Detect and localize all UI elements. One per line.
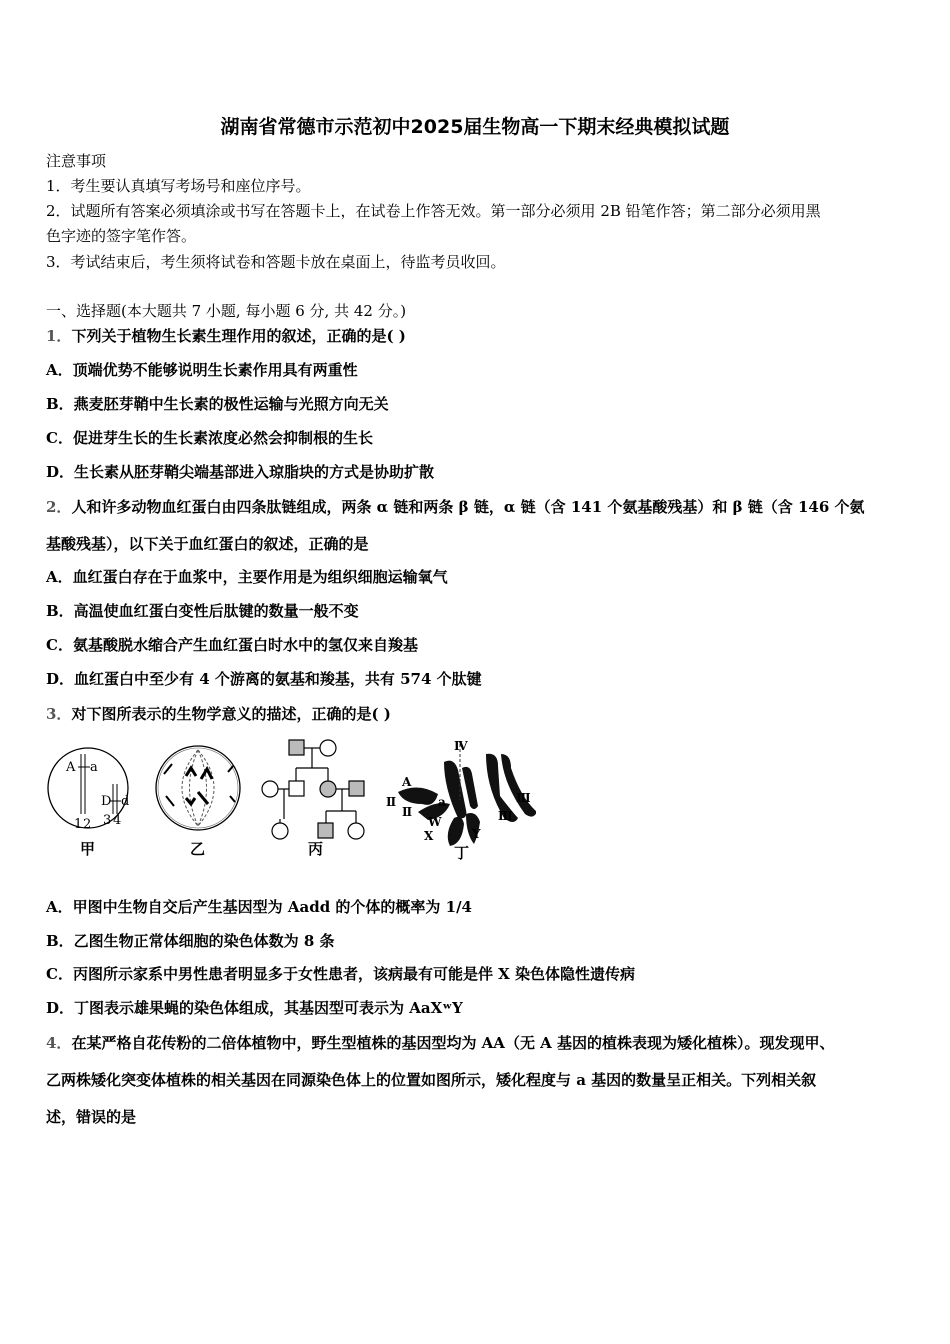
- figure-yi-cell: [156, 746, 240, 830]
- chromosome-label: 1: [74, 817, 83, 832]
- question-1: [46, 326, 406, 346]
- figure-caption-bing: 丙: [308, 840, 324, 858]
- figure-bing-pedigree: [262, 740, 364, 839]
- figure-caption-jia: 甲: [80, 840, 96, 858]
- question-3: [46, 704, 391, 724]
- gene-label: a: [438, 795, 446, 809]
- option: D．血红蛋白中至少有 4 个游离的氨基和羧基，共有 574 个肽键: [46, 670, 482, 688]
- option: A．血红蛋白存在于血浆中，主要作用是为组织细胞运输氧气: [46, 568, 448, 586]
- notice-item: 1．考生要认真填写考场号和座位序号。: [46, 177, 311, 195]
- option: D．丁图表示雄果蝇的染色体组成，其基因型可表示为 AaXʷY: [46, 999, 463, 1017]
- option: B．高温使血红蛋白变性后肽键的数量一般不变: [46, 602, 359, 620]
- section-heading: 一、选择题(本大题共 7 小题, 每小题 6 分, 共 42 分。): [46, 302, 407, 320]
- figure-caption-yi: 乙: [190, 840, 206, 858]
- question-2: [46, 497, 865, 517]
- option: C．丙图所示家系中男性患者明显多于女性患者，该病最有可能是伴 X 染色体隐性遗传病: [46, 965, 636, 983]
- option: C．氨基酸脱水缩合产生血红蛋白时水中的氢仅来自羧基: [46, 636, 418, 654]
- option: B．燕麦胚芽鞘中生长素的极性运输与光照方向无关: [46, 395, 389, 413]
- page-title: 湖南省常德市示范初中2025届生物高一下期末经典模拟试题: [220, 116, 730, 138]
- option: A．甲图中生物自交后产生基因型为 Aadd 的个体的概率为 1/4: [46, 898, 472, 916]
- gene-label: A: [66, 760, 76, 775]
- chromosome-label: Y: [472, 827, 481, 841]
- question-stem: 人和许多动物血红蛋白由四条肽链组成，两条 α 链和两条 β 链，α 链（含 141 个氨基酸残基）和 β 链（含 146 个氨: [71, 498, 865, 516]
- option: B．乙图生物正常体细胞的染色体数为 8 条: [46, 932, 335, 950]
- gene-label: W: [428, 815, 442, 829]
- gene-label: A: [402, 775, 412, 789]
- chromosome-label: 4: [113, 813, 122, 828]
- option: C．促进芽生长的生长素浓度必然会抑制根的生长: [46, 429, 373, 447]
- gene-label: D: [101, 794, 112, 809]
- chromosome-label: Ⅲ: [516, 791, 531, 805]
- option: A．顶端优势不能够说明生长素作用具有两重性: [46, 361, 358, 379]
- option: D．生长素从胚芽鞘尖端基部进入琼脂块的方式是协助扩散: [46, 463, 435, 481]
- question-4: [46, 1033, 835, 1053]
- figure-caption-ding: 丁: [454, 844, 470, 862]
- chromosome-label: Ⅳ: [454, 739, 468, 753]
- notice-item: 色字迹的签字笔作答。: [46, 227, 197, 245]
- question-number: 3．: [46, 705, 72, 723]
- chromosome-label: Ⅱ: [386, 795, 397, 809]
- chromosome-label: Ⅱ: [402, 805, 413, 819]
- notice-item: 3．考试结束后，考生须将试卷和答题卡放在桌面上，待监考员收回。: [46, 253, 506, 271]
- question-stem: 对下图所表示的生物学意义的描述，正确的是( ): [71, 705, 391, 723]
- question-number: 1．: [46, 327, 72, 345]
- figure-jia-cell: [48, 748, 129, 832]
- question-number: 2．: [46, 498, 72, 516]
- notice-heading: 注意事项: [46, 152, 107, 170]
- chromosome-label: 2: [83, 817, 92, 832]
- question-stem-cont: 基酸残基），以下关于血红蛋白的叙述，正确的是: [46, 535, 369, 553]
- chromosome-label: 3: [103, 813, 112, 828]
- gene-label: d: [121, 794, 130, 809]
- question-stem-cont: 述，错误的是: [46, 1108, 137, 1126]
- chromosome-label: Ⅲ: [498, 809, 513, 823]
- figure-ding-karyotype: [386, 739, 536, 846]
- question-stem: 在某严格自花传粉的二倍体植物中，野生型植株的基因型均为 AA（无 A 基因的植株表现为矮化植株）。现发现甲、: [71, 1034, 835, 1052]
- chromosome-label: X: [424, 829, 434, 843]
- gene-label: a: [90, 760, 98, 775]
- question-stem: 下列关于植物生长素生理作用的叙述，正确的是( ): [71, 327, 406, 345]
- question-number: 4．: [46, 1034, 72, 1052]
- notice-item: 2．试题所有答案必须填涂或书写在答题卡上，在试卷上作答无效。第一部分必须用 2B 铅笔作答；第二部分必须用黑: [46, 202, 821, 220]
- question-stem-cont: 乙两株矮化突变体植株的相关基因在同源染色体上的位置如图所示，矮化程度与 a 基因的数量呈正相关。下列相关叙: [46, 1071, 817, 1089]
- question-3-figure: [46, 734, 536, 864]
